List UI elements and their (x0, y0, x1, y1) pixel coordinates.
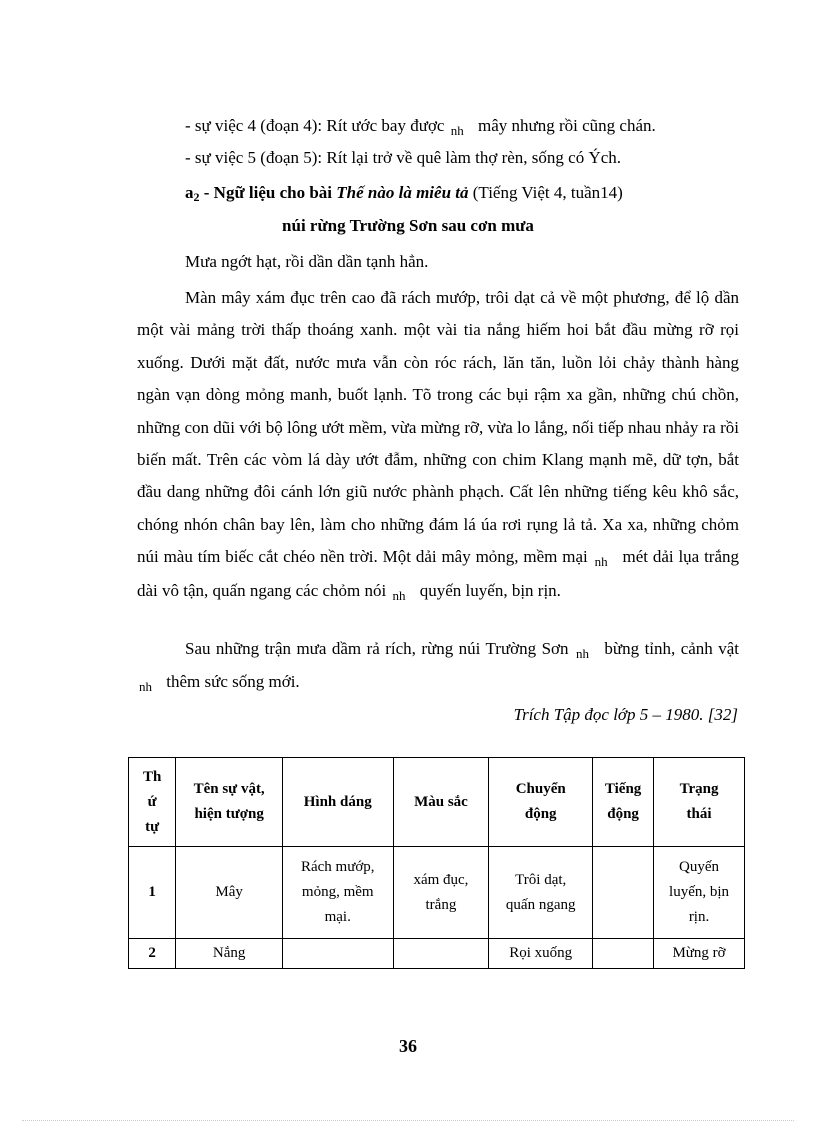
table-cell: Nắng (176, 939, 283, 969)
header-cell: Hình dáng (282, 758, 393, 847)
table-cell (593, 847, 654, 939)
opening-line: Mưa ngớt hạt, rồi dần dần tạnh hẳn. (185, 252, 429, 271)
table-cell: 1 (129, 847, 176, 939)
table-cell: Mây (176, 847, 283, 939)
table-row (129, 847, 745, 939)
story-title: núi rừng Trường Sơn sau cơn mưa (282, 216, 534, 235)
source-citation: Trích Tập đọc lớp 5 – 1980. [32] (513, 705, 738, 724)
table-cell: Rọi xuống (489, 939, 593, 969)
section-heading: $a_2$ - Ngữ liệu cho bài Thế nào là miêu tả (Tiếng Việt 4, tuần14) (185, 183, 623, 204)
table-cell: Rách mướp, mỏng, mềm mại. (282, 847, 393, 939)
table-cell: Quyến luyến, bịn rịn. (654, 847, 745, 939)
table-cell (282, 939, 393, 969)
table-cell (593, 939, 654, 969)
paragraph-2: Sau những trận mưa dầm rả rích, rừng núi Trường Sơn $_{nh}$ bừng tỉnh, cảnh vật $_{nh}$ thêm sức sống mới. (139, 639, 740, 695)
table-cell: Mừng rỡ (654, 939, 745, 969)
header-cell: Màu sắc (393, 758, 489, 847)
event-5-line: - sự việc 5 (đoạn 5): Rít lại trở về quê làm thợ rèn, sống có Ých. (185, 148, 622, 167)
nh-fragment: nh (450, 123, 464, 138)
table-row (129, 939, 745, 969)
header-cell: Tên sự vật, hiện tượng (176, 758, 283, 847)
header-cell: Chuyển động (489, 758, 593, 847)
table-cell: Trôi dạt, quấn ngang (489, 847, 593, 939)
table-cell (393, 939, 489, 969)
page-number: 36 (399, 1036, 417, 1056)
table-cell: xám đục, trắng (393, 847, 489, 939)
header-cell: Trạng thái (654, 758, 745, 847)
header-cell: Th ứ tự (129, 758, 176, 847)
description-table (128, 757, 745, 969)
page-bottom-divider (22, 1120, 794, 1121)
event-4-line: - sự việc 4 (đoạn 4): Rít ước bay được $_{nh}$ mây nhưng rồi cũng chán. (185, 116, 656, 138)
header-cell: Tiếng động (593, 758, 654, 847)
table-header-row (129, 758, 745, 847)
paragraph-1: Màn mây xám đục trên cao đã rách mướp, trôi dạt cả về một phương, để lộ dần một vài mảng trời thấp thoáng xanh. một vài tia nắng hiếm hoi bắt đầu mừng rỡ rọi xuống. Dưới mặt đất, nước mưa vẫn còn róc rách, lăn tăn, luồn lỏi chảy thành hàng ngàn vạn dòng mỏng manh, buốt lạnh. Tõ trong các bụi rậm xa gần, những chú chồn, những con dũi với bộ lông ướt mềm, vừa mừng rỡ, vừa lo lắng, nối tiếp nhau nhảy ra rồi biến mất. Trên các vòm lá dày ướt đẫm, những con chim Klang mạnh mẽ, dữ tợn, bắt đầu dang những đôi cánh lớn giũ nước phành phạch. Cất lên những tiếng kêu khô sắc, chóng nhón chân bay lên, làm cho những đám lá úa rơi rụng lả tả. Xa xa, những chỏm núi màu tím biếc cắt chéo nền trời. Một dải mây mỏng, mềm mại $_{nh}$ mét dải lụa trắng dài vô tận, quấn ngang các chỏm nói $_{nh}$ quyến luyến, bịn rịn. (137, 288, 739, 603)
table-cell: 2 (129, 939, 176, 969)
